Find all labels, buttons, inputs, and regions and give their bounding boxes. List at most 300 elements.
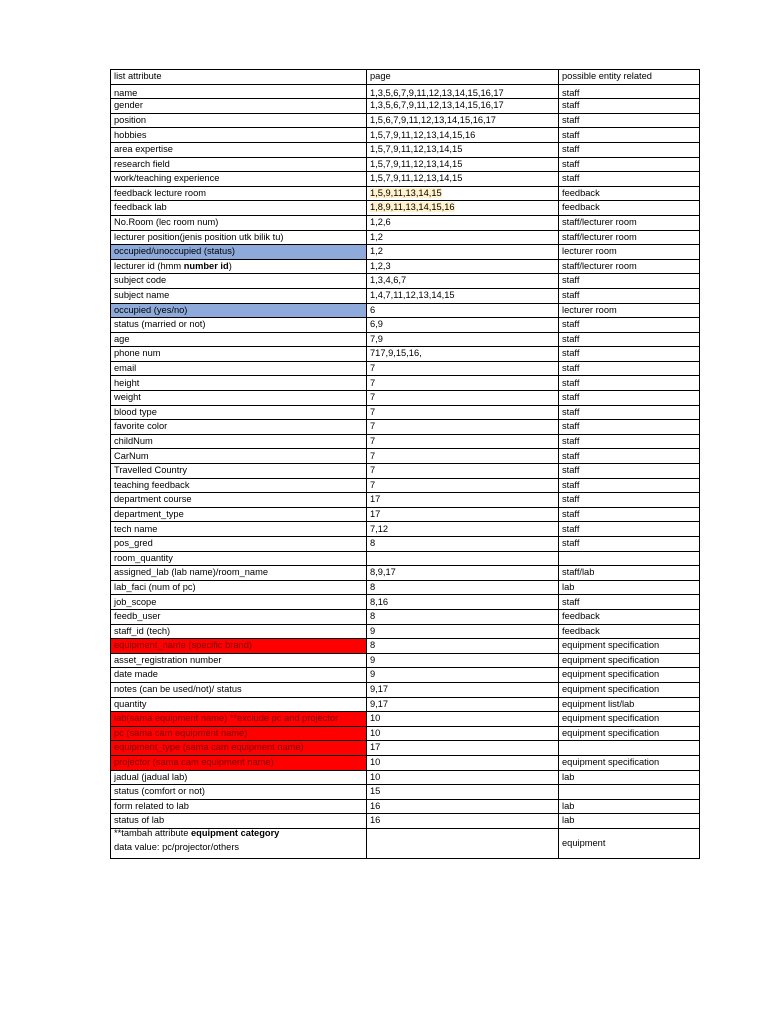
table-row (111, 712, 700, 727)
page-cell (367, 624, 559, 639)
entity-text: staff (562, 87, 580, 98)
attribute-text: pos_gred (114, 538, 153, 549)
entity-text: equipment list/lab (562, 698, 635, 709)
entity-text: staff (562, 421, 580, 432)
notes-prefix-text: **tambah attribute (114, 828, 192, 838)
entity-cell (559, 493, 700, 508)
page-text: 9 (370, 669, 376, 680)
table-row (111, 668, 700, 683)
page-cell (367, 157, 559, 172)
page-text: 7 (370, 479, 376, 490)
entity-cell (559, 201, 700, 216)
page-text: 6 (370, 304, 376, 315)
attribute-text: teaching feedback (114, 479, 190, 490)
page-cell (367, 245, 559, 260)
entity-text: staff/lecturer room (562, 217, 637, 228)
attribute-text: age (114, 333, 130, 344)
attribute-text: CarNum (114, 450, 149, 461)
entity-cell (559, 128, 700, 143)
page-text: 10 (370, 771, 381, 782)
attribute-cell (111, 142, 367, 157)
attribute-cell (111, 814, 367, 829)
table-row (111, 259, 700, 274)
page-text: 717,9,15,16, (370, 348, 422, 359)
page-cell (367, 142, 559, 157)
page-cell (367, 230, 559, 245)
page-text: 6,9 (370, 319, 383, 330)
page-text: 1,3,5,6,7,9,11,12,13,14,15,16,17 (370, 87, 504, 98)
entity-cell (559, 799, 700, 814)
entity-text: staff (562, 158, 580, 169)
entity-text: staff (562, 100, 580, 111)
attribute-cell (111, 609, 367, 624)
entity-text: feedback (562, 625, 600, 636)
entity-cell (559, 624, 700, 639)
entity-text: staff (562, 406, 580, 417)
page-text: 1,4,7,11,12,13,14,15 (370, 290, 455, 301)
page-text: 7 (370, 450, 376, 461)
entity-text: staff (562, 435, 580, 446)
page-cell (367, 318, 559, 333)
page-text: 7 (370, 465, 376, 476)
entity-cell (559, 639, 700, 654)
page-text: 9 (370, 654, 376, 665)
attribute-cell (111, 245, 367, 260)
attribute-cell (111, 449, 367, 464)
page-cell (367, 332, 559, 347)
page-cell (367, 361, 559, 376)
entity-cell (559, 391, 700, 406)
table-row (111, 245, 700, 260)
entity-cell (559, 580, 700, 595)
page-cell (367, 405, 559, 420)
entity-cell (559, 142, 700, 157)
attribute-cell (111, 668, 367, 683)
entity-text: staff (562, 596, 580, 607)
entity-cell (559, 697, 700, 712)
page-cell (367, 741, 559, 756)
table-row (111, 551, 700, 566)
attribute-text: subject name (114, 290, 170, 301)
entity-text: staff (562, 523, 580, 534)
attribute-text: projector (sama cam equipment name) (114, 757, 274, 768)
attribute-text: jadual (jadual lab) (114, 771, 188, 782)
page-cell (367, 259, 559, 274)
page-cell (367, 113, 559, 128)
entity-cell (559, 551, 700, 566)
page-text: 1,5,7,9,11,12,13,14,15 (370, 158, 463, 169)
page-cell (367, 493, 559, 508)
entity-cell (559, 172, 700, 187)
page-cell (367, 682, 559, 697)
page-cell (367, 464, 559, 479)
page-text: 7,9 (370, 333, 383, 344)
table-row (111, 405, 700, 420)
attribute-cell (111, 215, 367, 230)
table-row (111, 128, 700, 143)
attribute-text: staff_id (tech) (114, 625, 171, 636)
attribute-cell (111, 128, 367, 143)
entity-cell (559, 405, 700, 420)
page-cell (367, 668, 559, 683)
page-text: 1,2 (370, 246, 383, 257)
entity-text: staff (562, 114, 580, 125)
attribute-cell (111, 230, 367, 245)
table-row (111, 420, 700, 435)
attribute-cell (111, 347, 367, 362)
entity-text: equipment specification (562, 727, 660, 738)
attribute-cell (111, 507, 367, 522)
table-row (111, 288, 700, 303)
attribute-text: position (114, 114, 147, 125)
table-row (111, 361, 700, 376)
entity-text: feedback (562, 202, 600, 213)
page-cell (367, 84, 559, 99)
attribute-text: lab(sama equipment name) **exclude pc and projector (114, 713, 339, 724)
attribute-text: equipment_type (sama cam equipment name) (114, 742, 304, 753)
page-text: 7 (370, 363, 376, 374)
attribute-text: feedb_user (114, 611, 161, 622)
entity-cell (559, 741, 700, 756)
entity-cell (559, 157, 700, 172)
entity-text: staff/lecturer room (562, 260, 637, 271)
attribute-cell (111, 303, 367, 318)
attribute-cell (111, 755, 367, 770)
entity-text: equipment specification (562, 654, 660, 665)
page-text: 10 (370, 713, 381, 724)
attribute-cell (111, 274, 367, 289)
notes-bold-text: equipment category (191, 828, 280, 838)
attribute-cell (111, 785, 367, 800)
entity-text: staff (562, 479, 580, 490)
table-row (111, 201, 700, 216)
entity-cell (559, 186, 700, 201)
entity-cell (559, 420, 700, 435)
page-cell (367, 434, 559, 449)
entity-cell (559, 464, 700, 479)
page-cell (367, 507, 559, 522)
table-row (111, 522, 700, 537)
attribute-cell (111, 259, 367, 274)
entity-text: equipment specification (562, 757, 660, 768)
table-row (111, 113, 700, 128)
attribute-cell (111, 551, 367, 566)
attribute-cell (111, 741, 367, 756)
attribute-cell (111, 639, 367, 654)
attribute-cell (111, 653, 367, 668)
attribute-bold-text: number id (183, 260, 229, 271)
entity-text: staff (562, 290, 580, 301)
attribute-text: height (114, 377, 140, 388)
page-text: 7 (370, 377, 376, 388)
table-row (111, 274, 700, 289)
entity-cell (559, 726, 700, 741)
entity-text: staff (562, 494, 580, 505)
page-text: 8 (370, 611, 376, 622)
table-row (111, 697, 700, 712)
attribute-text: lecturer position(jenis position utk bilik tu) (114, 231, 284, 242)
entity-cell (559, 113, 700, 128)
attribute-cell (111, 420, 367, 435)
table-row (111, 726, 700, 741)
entity-text: staff (562, 333, 580, 344)
page-cell (367, 347, 559, 362)
entity-text: lecturer room (562, 304, 617, 315)
entity-cell (559, 245, 700, 260)
attribute-cell (111, 99, 367, 114)
attribute-cell (111, 522, 367, 537)
attribute-cell (111, 318, 367, 333)
table-row (111, 624, 700, 639)
table-row (111, 157, 700, 172)
entity-text: lab (562, 581, 575, 592)
notes-line-2: data value: pc/projector/others (114, 842, 240, 853)
entity-cell (559, 537, 700, 552)
attribute-cell (111, 682, 367, 697)
entity-cell (559, 376, 700, 391)
notes-cell (111, 828, 367, 858)
page-cell (367, 653, 559, 668)
table-row (111, 785, 700, 800)
page-cell (367, 99, 559, 114)
page-cell (367, 274, 559, 289)
entity-cell (559, 449, 700, 464)
table-row (111, 770, 700, 785)
attribute-text: occupied (yes/no) (114, 304, 188, 315)
page-cell (367, 391, 559, 406)
entity-cell (559, 434, 700, 449)
attribute-text: phone num (114, 348, 161, 359)
page-text: 10 (370, 757, 381, 768)
page-text: 1,2,6 (370, 217, 391, 228)
attribute-text: Travelled Country (114, 465, 188, 476)
attribute-text: quantity (114, 698, 147, 709)
entity-cell (559, 755, 700, 770)
attribute-cell (111, 726, 367, 741)
page-text: 1,2 (370, 231, 383, 242)
attribute-cell (111, 84, 367, 99)
attribute-after-text: ) (228, 260, 232, 271)
page-text: 16 (370, 815, 381, 826)
page-cell (367, 186, 559, 201)
attribute-text: No.Room (lec room num) (114, 217, 219, 228)
table-row (111, 537, 700, 552)
table-row (111, 493, 700, 508)
entity-cell (559, 99, 700, 114)
page-text: 1,5,7,9,11,12,13,14,15 (370, 173, 463, 184)
attribute-text: form related to lab (114, 800, 189, 811)
entity-text: lab (562, 815, 575, 826)
table-row (111, 376, 700, 391)
page-cell (367, 799, 559, 814)
table-row (111, 580, 700, 595)
page-text: 17 (370, 508, 381, 519)
page-text: 1,5,6,7,9,11,12,13,14,15,16,17 (370, 114, 496, 125)
table-row (111, 755, 700, 770)
attribute-cell (111, 405, 367, 420)
page-text: 1,5,7,9,11,12,13,14,15 (370, 144, 463, 155)
attribute-text: date made (114, 669, 158, 680)
header-page: page (367, 70, 559, 85)
entity-text: staff (562, 319, 580, 330)
entity-text: staff (562, 363, 580, 374)
attribute-text: notes (can be used/not)/ status (114, 684, 242, 695)
page-text: 7 (370, 421, 376, 432)
page-cell (367, 449, 559, 464)
page-cell (367, 376, 559, 391)
table-row (111, 347, 700, 362)
attribute-text: occupied/unoccupied (status) (114, 246, 235, 257)
page-text: 1,3,5,6,7,9,11,12,13,14,15,16,17 (370, 100, 504, 111)
entity-cell (559, 318, 700, 333)
attribute-cell (111, 361, 367, 376)
page-cell (367, 288, 559, 303)
attribute-text: subject code (114, 275, 167, 286)
entity-text: staff (562, 275, 580, 286)
page-text: 1,3,4,6,7 (370, 275, 407, 286)
entity-text: staff (562, 450, 580, 461)
entity-text: staff (562, 465, 580, 476)
attribute-text: area expertise (114, 144, 173, 155)
table-row (111, 84, 700, 99)
attribute-cell (111, 493, 367, 508)
page-text: 9 (370, 625, 376, 636)
entity-text: equipment specification (562, 640, 660, 651)
attribute-text: research field (114, 158, 170, 169)
attribute-text: department course (114, 494, 192, 505)
attribute-cell (111, 624, 367, 639)
header-possible-entity: possible entity related (559, 70, 700, 85)
table-row (111, 814, 700, 829)
page-cell (367, 639, 559, 654)
attribute-text: gender (114, 100, 143, 111)
attribute-cell (111, 464, 367, 479)
attribute-text: status (married or not) (114, 319, 206, 330)
attribute-cell (111, 391, 367, 406)
table-row (111, 464, 700, 479)
table-row (111, 99, 700, 114)
notes-row (111, 828, 700, 858)
page-text: 8,16 (370, 596, 389, 607)
page-cell (367, 566, 559, 581)
page-text: 9,17 (370, 684, 389, 695)
page-text: 9,17 (370, 698, 389, 709)
entity-cell (559, 653, 700, 668)
attribute-cell (111, 332, 367, 347)
entity-cell (559, 609, 700, 624)
entity-text: lecturer room (562, 246, 617, 257)
attribute-text: equipment_name (specific brand) (114, 640, 252, 651)
table-row (111, 318, 700, 333)
entity-text: equipment specification (562, 684, 660, 695)
page-cell (367, 172, 559, 187)
entity-cell (559, 522, 700, 537)
table-row (111, 566, 700, 581)
notes-page-cell (367, 828, 559, 858)
attribute-cell (111, 595, 367, 610)
entity-cell (559, 332, 700, 347)
page-text: 1,2,3 (370, 260, 391, 271)
attribute-text: lab_faci (num of pc) (114, 581, 196, 592)
entity-cell (559, 712, 700, 727)
page-cell (367, 128, 559, 143)
entity-cell (559, 274, 700, 289)
table-row (111, 303, 700, 318)
header-list-attribute: list attribute (111, 70, 367, 85)
page-cell (367, 770, 559, 785)
attribute-cell (111, 172, 367, 187)
attribute-text: hobbies (114, 129, 147, 140)
table-row (111, 172, 700, 187)
header-row (111, 70, 700, 85)
page-cell (367, 215, 559, 230)
page-text: 17 (370, 494, 381, 505)
entity-cell (559, 814, 700, 829)
entity-text: feedback (562, 611, 600, 622)
attribute-text: asset_registration number (114, 654, 222, 665)
attribute-cell (111, 157, 367, 172)
attribute-text: favorite color (114, 421, 168, 432)
entity-cell (559, 785, 700, 800)
attribute-text: name (114, 87, 138, 98)
page-cell (367, 303, 559, 318)
entity-cell (559, 682, 700, 697)
entity-text: staff (562, 144, 580, 155)
attribute-cell (111, 478, 367, 493)
entity-text: staff/lecturer room (562, 231, 637, 242)
page-text: 1,5,9,11,13,14,15 (370, 187, 442, 198)
page-text: 8,9,17 (370, 567, 396, 578)
entity-cell (559, 288, 700, 303)
attribute-cell (111, 770, 367, 785)
entity-cell (559, 303, 700, 318)
attribute-text: feedback lab (114, 202, 167, 213)
page-text: 7 (370, 392, 376, 403)
entity-text: staff (562, 348, 580, 359)
entity-text: staff (562, 392, 580, 403)
page-cell (367, 755, 559, 770)
attribute-cell (111, 113, 367, 128)
attribute-cell (111, 712, 367, 727)
table-row (111, 449, 700, 464)
attribute-text: blood type (114, 406, 157, 417)
table-row (111, 478, 700, 493)
attribute-cell (111, 537, 367, 552)
page-cell (367, 201, 559, 216)
entity-text: staff (562, 508, 580, 519)
table-row (111, 595, 700, 610)
page-cell (367, 595, 559, 610)
entity-cell (559, 507, 700, 522)
entity-cell (559, 361, 700, 376)
attribute-cell (111, 697, 367, 712)
attribute-cell (111, 434, 367, 449)
page-cell (367, 580, 559, 595)
table-row (111, 215, 700, 230)
entity-cell (559, 566, 700, 581)
page-text: 8 (370, 581, 376, 592)
attribute-cell (111, 799, 367, 814)
attribute-text: job_scope (114, 596, 157, 607)
attribute-text: status of lab (114, 815, 165, 826)
page-text: 7 (370, 435, 376, 446)
attribute-text: pc (sama cam equipment name) (114, 727, 248, 738)
attribute-table (110, 69, 700, 859)
attribute-cell (111, 288, 367, 303)
notes-entity-text: equipment (562, 837, 606, 848)
page-text: 10 (370, 727, 381, 738)
table-row (111, 507, 700, 522)
